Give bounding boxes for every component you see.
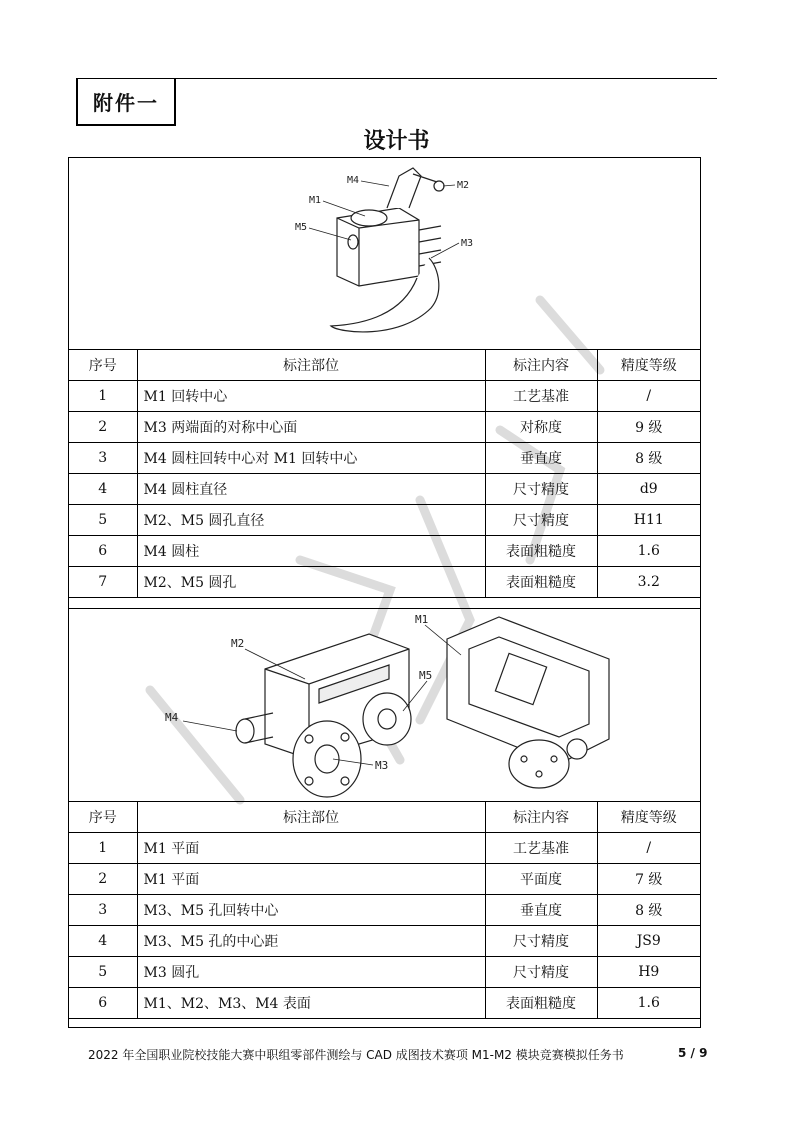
cell-index: 3 xyxy=(69,895,137,926)
cell-location: M1 回转中心 xyxy=(137,381,485,412)
footer-text: 2022 年全国职业院校技能大赛中职组零部件测绘与 CAD 成图技术赛项 M1-M2 模块竞赛模拟任务书 xyxy=(88,1048,624,1062)
cell-content: 尺寸精度 xyxy=(485,957,597,988)
callout-m3: M3 xyxy=(461,238,474,249)
cell-index: 7 xyxy=(69,567,137,598)
table-header-row xyxy=(69,350,700,381)
header-cell: 序号 xyxy=(69,802,137,833)
cell-index: 4 xyxy=(69,926,137,957)
page-number: 5 / 9 xyxy=(678,1046,708,1060)
cell-location: M4 圆柱 xyxy=(137,536,485,567)
table-row xyxy=(69,536,700,567)
header-cell: 标注内容 xyxy=(485,350,597,381)
cell-index: 4 xyxy=(69,474,137,505)
cell-location: M2、M5 圆孔直径 xyxy=(137,505,485,536)
table-row xyxy=(69,833,700,864)
cell-location: M3 两端面的对称中心面 xyxy=(137,412,485,443)
cell-index: 2 xyxy=(69,412,137,443)
header-cell: 序号 xyxy=(69,350,137,381)
cell-content: 表面粗糙度 xyxy=(485,567,597,598)
callout-m4: M4 xyxy=(165,711,179,724)
table-row xyxy=(69,864,700,895)
cell-content: 对称度 xyxy=(485,412,597,443)
cell-grade: 8 级 xyxy=(597,895,700,926)
table-row xyxy=(69,957,700,988)
cell-index: 1 xyxy=(69,833,137,864)
callout-m4: M4 xyxy=(347,175,360,186)
cell-index: 2 xyxy=(69,864,137,895)
cell-grade: d9 xyxy=(597,474,700,505)
cell-content: 工艺基准 xyxy=(485,833,597,864)
cell-grade: 3.2 xyxy=(597,567,700,598)
table-row xyxy=(69,926,700,957)
cell-location: M3、M5 孔回转中心 xyxy=(137,895,485,926)
part-figure-2 xyxy=(69,608,700,802)
cell-location: M1 平面 xyxy=(137,833,485,864)
table-2 xyxy=(69,801,700,1019)
cell-location: M3、M5 孔的中心距 xyxy=(137,926,485,957)
cell-location: M1、M2、M3、M4 表面 xyxy=(137,988,485,1019)
part-drawing-1 xyxy=(69,158,700,349)
cell-index: 1 xyxy=(69,381,137,412)
cell-content: 尺寸精度 xyxy=(485,474,597,505)
table-1 xyxy=(69,349,700,598)
header-cell: 精度等级 xyxy=(597,802,700,833)
cell-content: 表面粗糙度 xyxy=(485,988,597,1019)
cell-grade: H9 xyxy=(597,957,700,988)
callout-m1: M1 xyxy=(415,613,429,626)
header-cell: 标注内容 xyxy=(485,802,597,833)
part-drawing-2 xyxy=(69,609,700,801)
part-figure-1 xyxy=(69,158,700,350)
document-title: 设计书 xyxy=(363,129,430,154)
cell-content: 表面粗糙度 xyxy=(485,536,597,567)
cell-content: 平面度 xyxy=(485,864,597,895)
cell-grade: H11 xyxy=(597,505,700,536)
callout-m5: M5 xyxy=(419,669,433,682)
table-row xyxy=(69,567,700,598)
cell-location: M3 圆孔 xyxy=(137,957,485,988)
table-row xyxy=(69,895,700,926)
table-row xyxy=(69,988,700,1019)
cell-content: 垂直度 xyxy=(485,895,597,926)
cell-index: 3 xyxy=(69,443,137,474)
cell-location: M4 圆柱直径 xyxy=(137,474,485,505)
header-cell: 精度等级 xyxy=(597,350,700,381)
cell-content: 尺寸精度 xyxy=(485,505,597,536)
callout-m1: M1 xyxy=(309,195,322,206)
cell-grade: 1.6 xyxy=(597,988,700,1019)
cell-grade: / xyxy=(597,381,700,412)
attachment-label: 附件一 xyxy=(76,78,176,126)
callout-m5: M5 xyxy=(295,222,308,233)
cell-grade: 8 级 xyxy=(597,443,700,474)
callout-m3: M3 xyxy=(375,759,389,772)
cell-content: 垂直度 xyxy=(485,443,597,474)
table-row xyxy=(69,443,700,474)
cell-content: 工艺基准 xyxy=(485,381,597,412)
cell-grade: 7 级 xyxy=(597,864,700,895)
cell-location: M4 圆柱回转中心对 M1 回转中心 xyxy=(137,443,485,474)
table-row xyxy=(69,505,700,536)
cell-index: 6 xyxy=(69,536,137,567)
cell-location: M2、M5 圆孔 xyxy=(137,567,485,598)
table-row xyxy=(69,381,700,412)
cell-index: 5 xyxy=(69,957,137,988)
cell-grade: / xyxy=(597,833,700,864)
table-row xyxy=(69,412,700,443)
design-sheet-frame xyxy=(68,157,701,1028)
table-header-row xyxy=(69,802,700,833)
table-row xyxy=(69,474,700,505)
cell-content: 尺寸精度 xyxy=(485,926,597,957)
header-cell: 标注部位 xyxy=(137,350,485,381)
cell-grade: 1.6 xyxy=(597,536,700,567)
cell-index: 5 xyxy=(69,505,137,536)
cell-grade: 9 级 xyxy=(597,412,700,443)
cell-index: 6 xyxy=(69,988,137,1019)
cell-location: M1 平面 xyxy=(137,864,485,895)
header-cell: 标注部位 xyxy=(137,802,485,833)
callout-m2: M2 xyxy=(231,637,245,650)
cell-grade: JS9 xyxy=(597,926,700,957)
callout-m2: M2 xyxy=(457,180,470,191)
